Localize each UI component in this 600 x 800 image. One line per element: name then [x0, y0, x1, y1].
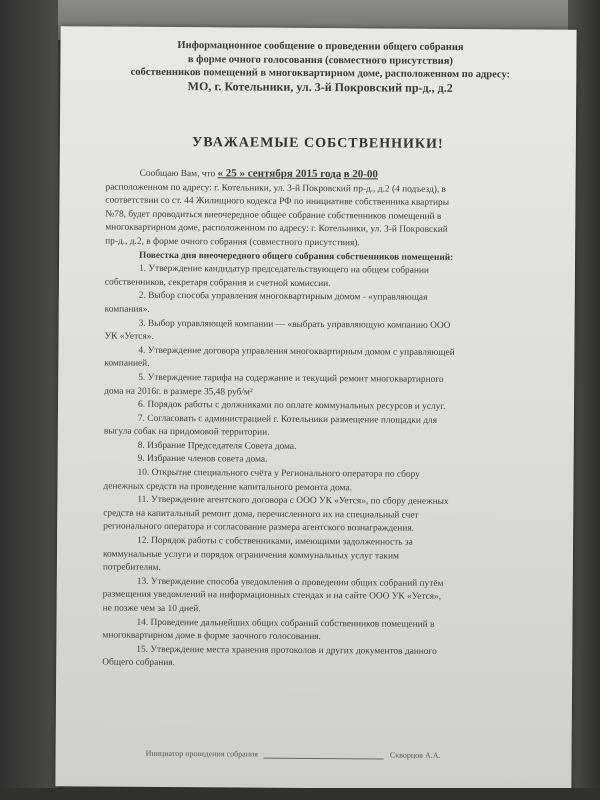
initiator-name: Скворцов А.А.: [389, 750, 441, 760]
agenda-item-line: 9. Избрание членов совета дома.: [137, 454, 268, 466]
agenda-item-line: 7. Согласовать с администрацией г. Котельники размещение площадки для: [137, 413, 438, 426]
agenda-item-line: 14. Проведение дальнейших общих собраний собственников помещений в: [136, 617, 435, 630]
meeting-date: « 25 » сентября 2015 года: [217, 167, 342, 181]
agenda-item-line: 10. Открытие специального счёта у Регионального оператора по сбору: [137, 467, 420, 480]
agenda-item: [105, 263, 551, 293]
agenda-item-line: компанией.: [104, 358, 150, 370]
agenda-item: [103, 494, 549, 538]
agenda-item-line: денежных средств на проведение капитального ремонта дома.: [103, 481, 352, 493]
signature-line: [264, 758, 384, 760]
agenda-item: [104, 317, 550, 347]
header-address: МО, г. Котельники, ул. 3-й Покровский пр-д., д.2: [187, 78, 453, 95]
initiator-label: Инициатор проведения собрания: [145, 748, 258, 759]
agenda-list: [102, 263, 551, 674]
agenda-item: [102, 616, 548, 646]
agenda-item-line: коммунальные услуги и порядок ограничения коммунальных услуг таким: [102, 549, 399, 562]
agenda-title: Повестка дня внеочередного общего собрания собственников помещений:: [139, 250, 454, 263]
agenda-item-line: 4. Утверждение договора управления многоквартирным домом с управляющей: [138, 345, 455, 358]
agenda-item-line: 2. Выбор способа управления многоквартирным домом - «управляющая: [138, 291, 428, 304]
agenda-item-line: потребителям.: [102, 562, 161, 574]
agenda-item-line: компания».: [104, 304, 150, 315]
agenda-item-line: 8. Избрание Председателя Совета дома.: [137, 440, 297, 452]
agenda-item: [102, 643, 548, 673]
agenda-item: [104, 412, 550, 442]
agenda-item-line: 13. Утверждение способа уведомления о проведении общих собраний путём: [136, 576, 444, 589]
agenda-item-line: 5. Утверждение тарифа на содержание и текущий ремонт многоквартирного: [138, 372, 444, 385]
agenda-item-line: 12. Порядок работы с собственниками, имеющими задолженность за: [137, 535, 413, 548]
meeting-time: в 20-00: [343, 168, 379, 181]
agenda-item-line: собственников, секретаря собрания и счетной комиссии.: [104, 277, 331, 289]
wall-background-left: [0, 0, 58, 800]
intro-lead: Сообщаю Вам, что: [139, 168, 216, 180]
notice-header: [100, 38, 540, 95]
notice-sheet: [55, 26, 576, 790]
agenda-item-line: размещения уведомлений на информационных стендах и на сайте ООО УК «Уется»,: [102, 589, 442, 603]
header-line: Информационное сообщение о проведении общего собрания: [177, 40, 464, 54]
agenda-item-line: регионального оператора и согласование размера агентского вознаграждения.: [103, 521, 415, 535]
signature-block: [146, 749, 526, 761]
intro-line: многоквартирном доме, расположенном по адресу: г. Котельники, ул. 3-й Покровский: [105, 222, 448, 236]
agenda-item: [104, 371, 550, 401]
agenda-item-line: 1. Утверждение кандидатур председательствующего на общем собрании: [138, 263, 429, 276]
agenda-item-line: средств на капитальный ремонт дома, перечисленного их на специальный счет: [103, 508, 419, 521]
agenda-item: [103, 575, 549, 619]
agenda-item-line: Общего собрания.: [102, 657, 175, 669]
notice-title: УВАЖАЕМЫЕ СОБСТВЕННИКИ!: [192, 135, 444, 152]
agenda-item-line: не позже чем за 10 дней.: [102, 603, 201, 615]
agenda-item: [104, 344, 550, 374]
agenda-item-line: выгула собак на придомовой территории.: [103, 426, 270, 438]
header-line: собственников помещений в многоквартирном доме, расположенном по адресу:: [130, 66, 511, 81]
agenda-item-line: дома на 2016г. в размере 35,48 руб/м²: [104, 386, 253, 398]
agenda-item-line: 3. Выбор управляющей компании — «выбрать управляющую компанию ООО: [138, 318, 451, 331]
agenda-item: [105, 290, 551, 320]
agenda-item-line: УК «Уется».: [104, 331, 154, 342]
wall-background-bottom: [0, 788, 600, 800]
agenda-item: [103, 535, 549, 579]
intro-line: пр-д., д.2, в форме очного собрания (совместного присутствия).: [105, 236, 360, 249]
agenda-item-line: многоквартирном доме в форме заочного голосования.: [102, 630, 321, 643]
agenda-item-line: 6. Порядок работы с должниками по оплате коммунальных ресурсов и услуг.: [137, 399, 446, 412]
intro-line: расположенном по адресу: г. Котельники, ул. 3-й Покровский пр-д., д.2 (4 подъезд), в: [105, 182, 447, 195]
intro-line: соответствии со ст. 44 Жилищного кодекса РФ по инициативе собственника квартиры: [105, 195, 450, 209]
agenda-item: [103, 467, 549, 497]
agenda-item-line: 11. Утверждение агентского договора с ООО УК «Уется», по сбору денежных: [137, 495, 449, 508]
agenda-item-line: 15. Утверждение места хранения протоколов и других документов данного: [136, 644, 437, 657]
intro-line: №78, будет проводиться внеочередное общее собрание собственников помещений в: [105, 209, 442, 222]
notice-body: [102, 167, 552, 674]
header-line: в форме очного голосования (совместного присутствия): [187, 53, 453, 67]
